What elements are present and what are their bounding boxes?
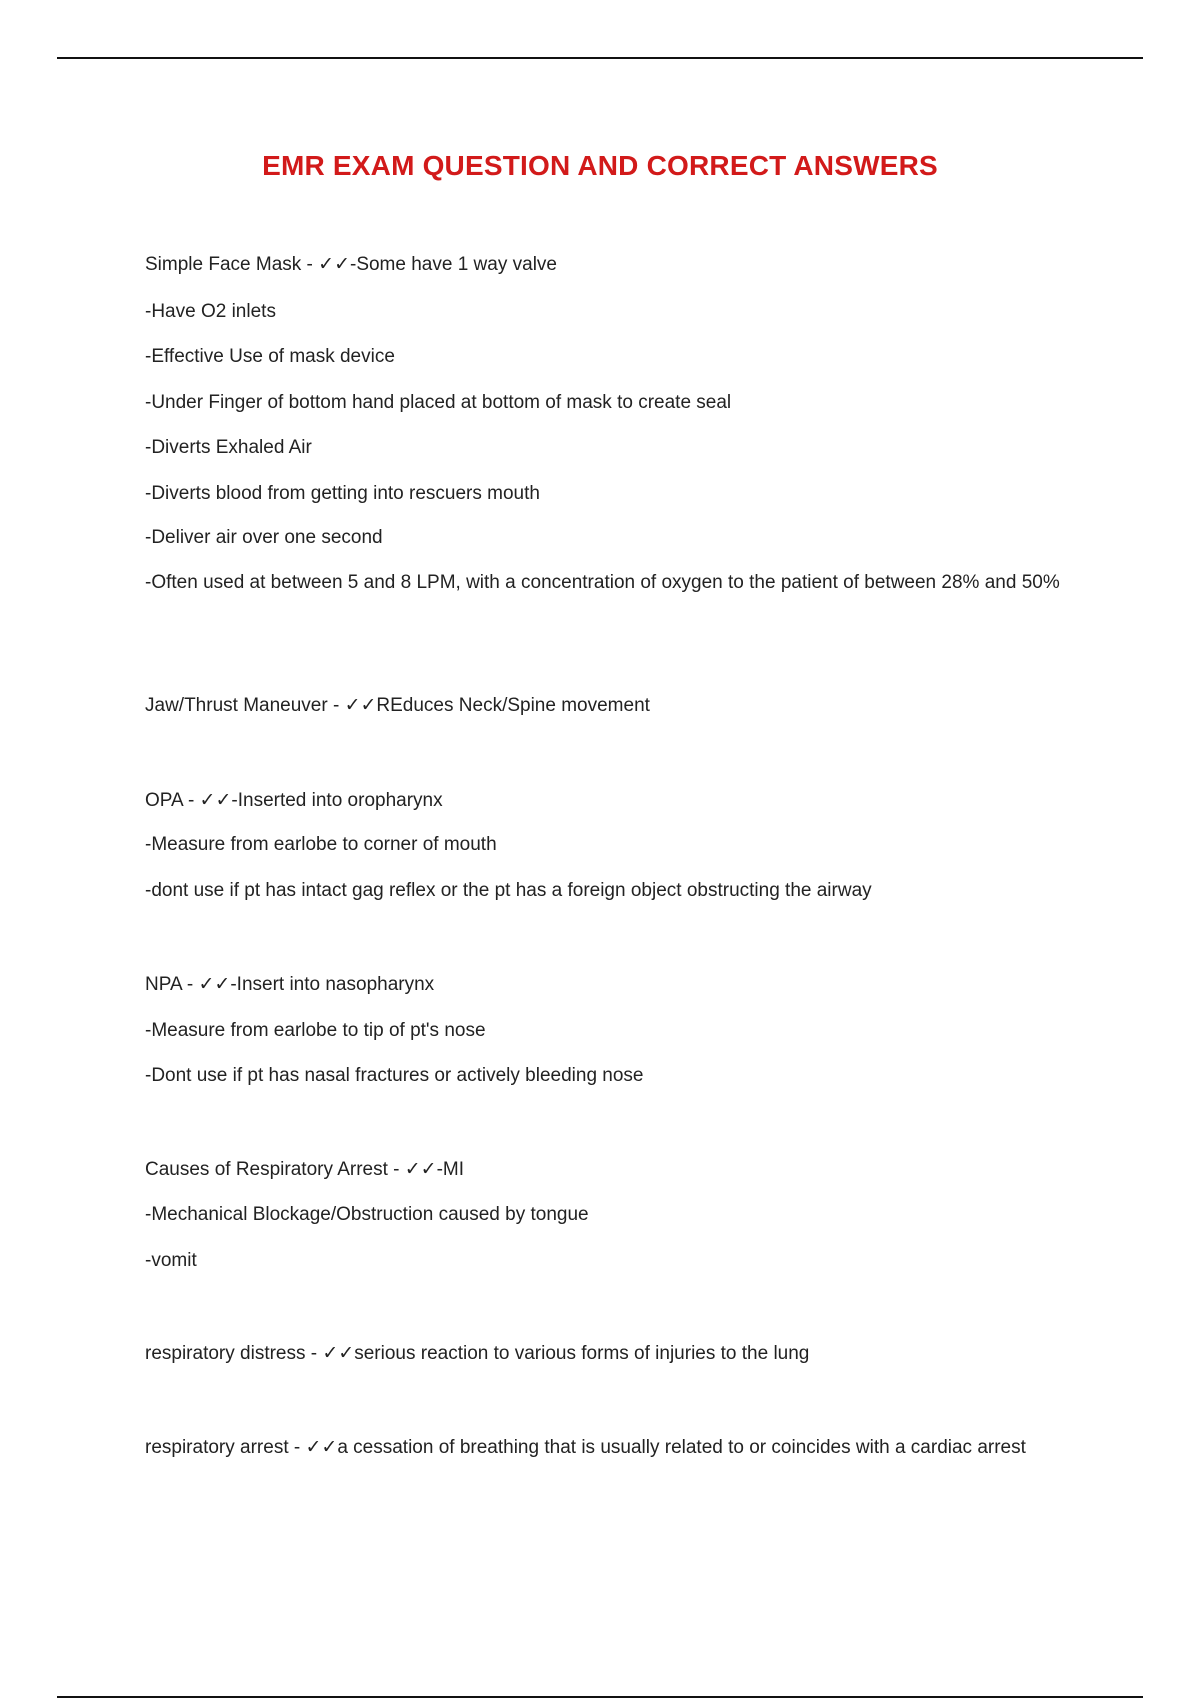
top-rule: [57, 57, 1143, 59]
qa-line: -Mechanical Blockage/Obstruction caused by tongue: [145, 1204, 589, 1225]
qa-line: -Dont use if pt has nasal fractures or actively bleeding nose: [145, 1065, 644, 1086]
qa-line: -Measure from earlobe to tip of pt's nose: [145, 1020, 486, 1041]
qa-line: -Diverts Exhaled Air: [145, 437, 312, 458]
qa-line: -Have O2 inlets: [145, 301, 276, 322]
qa-respiratory-distress: respiratory distress - ✓✓serious reaction to various forms of injuries to the lung: [145, 1343, 810, 1364]
qa-line: -Diverts blood from getting into rescuers mouth: [145, 483, 540, 504]
bottom-rule: [57, 1696, 1143, 1698]
qa-causes-respiratory-arrest: Causes of Respiratory Arrest - ✓✓-MI: [145, 1159, 465, 1180]
qa-line: -Effective Use of mask device: [145, 346, 395, 367]
qa-line: -vomit: [145, 1250, 197, 1271]
qa-opa: OPA - ✓✓-Inserted into oropharynx: [145, 790, 443, 811]
qa-line: -dont use if pt has intact gag reflex or the pt has a foreign object obstructing the airway: [145, 880, 872, 901]
qa-respiratory-arrest: respiratory arrest - ✓✓a cessation of breathing that is usually related to or coincides with a cardiac arrest: [145, 1437, 1026, 1458]
qa-line: -Under Finger of bottom hand placed at bottom of mask to create seal: [145, 392, 732, 413]
qa-jaw-thrust: Jaw/Thrust Maneuver - ✓✓REduces Neck/Spine movement: [145, 695, 650, 716]
qa-simple-face-mask: Simple Face Mask - ✓✓-Some have 1 way valve: [145, 254, 557, 275]
document-title: EMR EXAM QUESTION AND CORRECT ANSWERS: [262, 150, 938, 181]
qa-line: -Measure from earlobe to corner of mouth: [145, 834, 497, 855]
qa-line: -Often used at between 5 and 8 LPM, with a concentration of oxygen to the patient of between 28% and 50%: [145, 572, 1060, 593]
qa-npa: NPA - ✓✓-Insert into nasopharynx: [145, 974, 435, 995]
qa-line: -Deliver air over one second: [145, 527, 383, 548]
